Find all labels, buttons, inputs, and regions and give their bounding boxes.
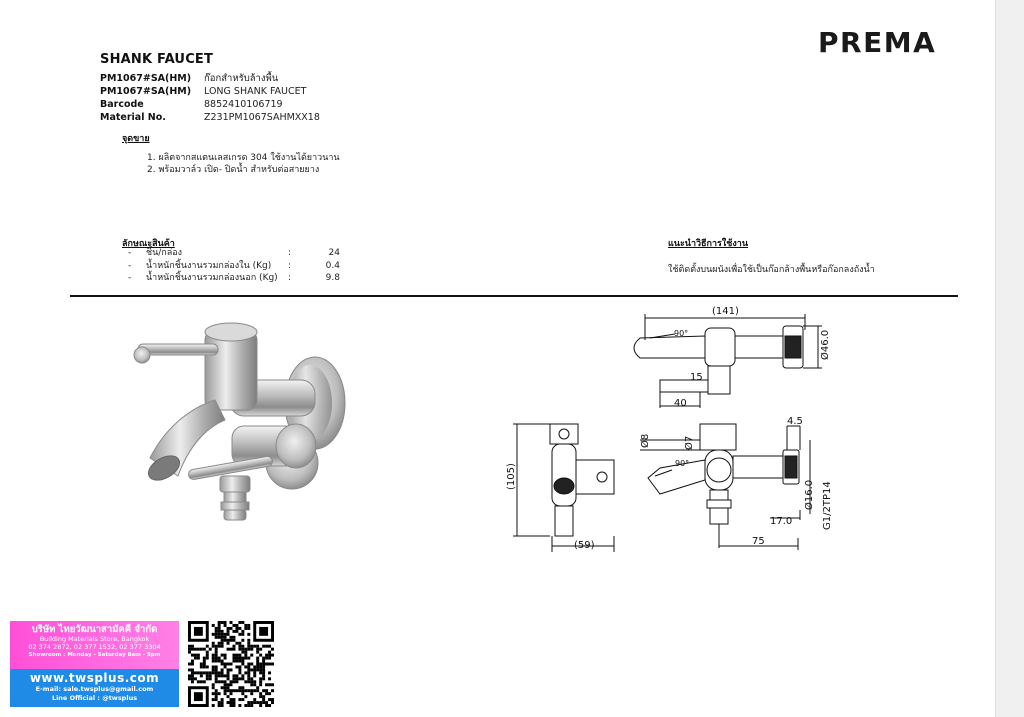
product-info xyxy=(100,72,320,124)
brand-logo: PREMA xyxy=(818,26,937,59)
feature-item: 2. พร้อมวาล์ว เปิด- ปิดน้ำ สำหรับต่อสายยาง xyxy=(147,165,320,175)
dim-45: 4.5 xyxy=(787,416,803,427)
banner-top xyxy=(10,621,179,669)
section-divider xyxy=(70,295,958,297)
company-name: บริษัท ไทยวัฒนาสามัคคี จำกัด xyxy=(31,624,158,635)
line-official-text: Line Official : @twsplus xyxy=(51,694,138,702)
spec-label: น้ำหนักชิ้นงานรวมกล่องนอก (Kg) xyxy=(146,273,278,283)
dim-40: 40 xyxy=(674,398,687,409)
spec-value: 0.4 xyxy=(325,260,340,271)
dim-17: 17.0 xyxy=(770,516,793,527)
dim-15: 15 xyxy=(690,372,703,383)
info-value: Z231PM1067SAHMXX18 xyxy=(204,112,320,123)
info-row xyxy=(100,98,320,111)
email-text: E-mail: sale.twsplus@gmail.com xyxy=(35,685,154,693)
info-row xyxy=(100,72,320,85)
spec-list xyxy=(128,247,340,285)
spec-row xyxy=(128,260,340,273)
features-list xyxy=(147,152,340,176)
info-label: Material No. xyxy=(100,112,166,123)
dim-75: 75 xyxy=(752,536,765,547)
dim-59: (59) xyxy=(574,540,595,551)
info-value: LONG SHANK FAUCET xyxy=(204,86,307,97)
spec-value: 9.8 xyxy=(325,273,340,283)
product-photo xyxy=(120,308,360,538)
features-heading: จุดขาย xyxy=(122,134,150,144)
spec-label: ชิ้น/กล่อง xyxy=(146,248,183,258)
banner-bottom xyxy=(10,669,179,707)
info-row xyxy=(100,111,320,124)
page-edge xyxy=(995,0,1024,717)
store-subtitle: Building Materials Store, Bangkok xyxy=(39,635,150,643)
spec-value: 24 xyxy=(328,248,340,258)
showroom-hours: Showroom : Monday - Saturday 8am - 5pm xyxy=(28,652,161,658)
dim-8: Ø8 xyxy=(640,433,651,448)
dim-angle-top: 90° xyxy=(674,329,689,338)
spec-dash: - xyxy=(128,260,132,271)
dim-7: Ø7 xyxy=(684,435,695,450)
usage-heading: แนะนำวิธีการใช้งาน xyxy=(668,239,748,249)
info-label: Barcode xyxy=(100,99,144,110)
spec-row xyxy=(128,272,340,285)
dim-141: (141) xyxy=(712,306,739,317)
spec-colon: : xyxy=(288,260,292,271)
dim-16: Ø16.0 xyxy=(804,479,815,510)
website-link[interactable]: www.twsplus.com xyxy=(29,671,160,685)
spec-colon: : xyxy=(288,273,292,283)
info-label: PM1067#SA(HM) xyxy=(100,86,192,97)
usage-text: ใช้ติดตั้งบนผนังเพื่อใช้เป็นก๊อกล้างพื้นหรือก๊อกลงถังน้ำ xyxy=(668,265,875,275)
spec-heading: ลักษณะสินค้า xyxy=(122,239,175,249)
feature-item: 1. ผลิตจากสแตนเลสเกรด 304 ใช้งานได้ยาวนาน xyxy=(147,153,340,163)
spec-label: น้ำหนักชิ้นงานรวมกล่องใน (Kg) xyxy=(146,260,272,271)
dim-angle-front: 90° xyxy=(675,459,690,468)
dim-105: (105) xyxy=(506,463,517,490)
info-value: ก๊อกสำหรับล้างพื้น xyxy=(204,73,279,84)
qr-code-icon xyxy=(188,621,274,707)
technical-drawing xyxy=(500,300,850,560)
spec-dash: - xyxy=(128,248,132,258)
dim-46: Ø46.0 xyxy=(820,329,831,360)
page-title: SHANK FAUCET xyxy=(100,52,214,67)
spec-colon: : xyxy=(288,248,292,258)
info-label: PM1067#SA(HM) xyxy=(100,73,192,84)
info-value: 8852410106719 xyxy=(204,99,283,110)
phone-numbers: 02 374 2872, 02 377 1532, 02 377 3304 xyxy=(28,643,161,651)
spec-row xyxy=(128,247,340,260)
info-row xyxy=(100,85,320,98)
store-banner xyxy=(10,621,179,707)
spec-dash: - xyxy=(128,273,132,283)
dim-g12: G1/2TP14 xyxy=(822,481,833,530)
